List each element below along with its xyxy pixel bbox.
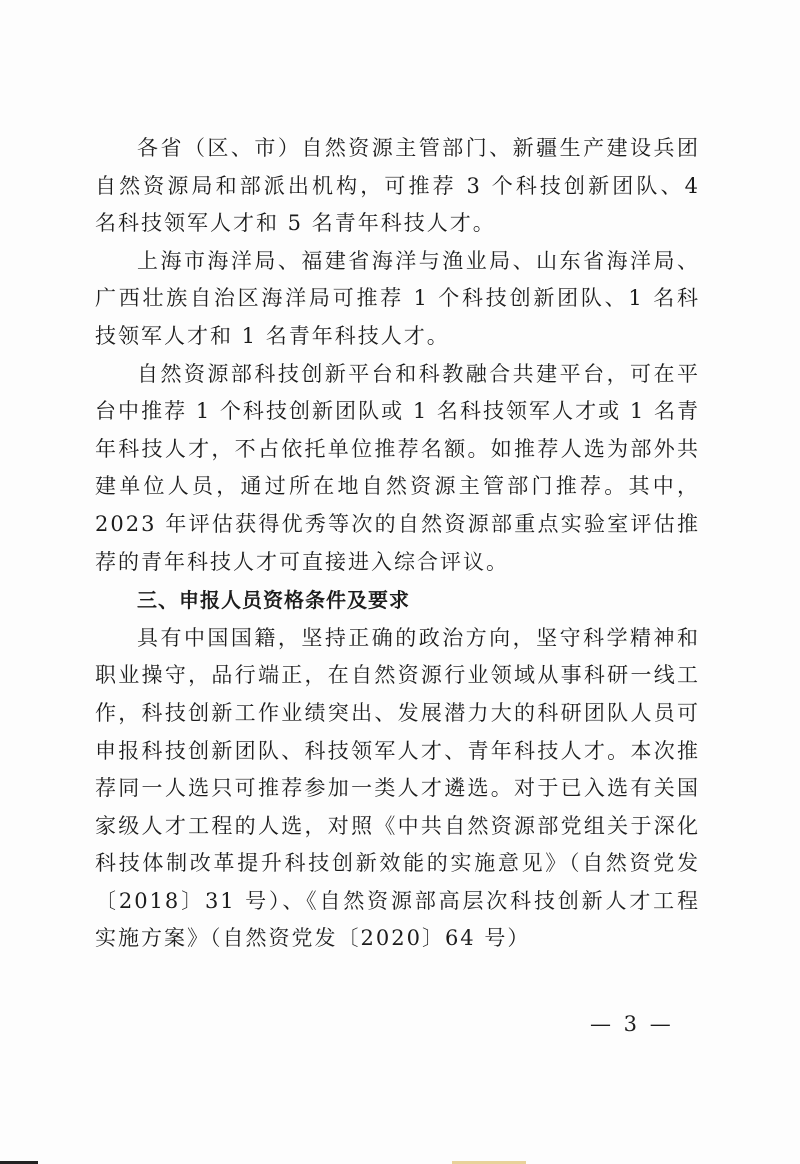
section-heading: 三、申报人员资格条件及要求 — [137, 588, 410, 613]
paragraph-ocean-bureaus: 上海市海洋局、福建省海洋与渔业局、山东省海洋局、广西壮族自治区海洋局可推荐 1 个科技创新团队、1 名科技领军人才和 1 名青年科技人才。 — [95, 248, 700, 348]
page-number: — 3 — — [590, 1012, 674, 1036]
paragraph-eligibility: 具有中国国籍，坚持正确的政治方向，坚守科学精神和职业操守，品行端正，在自然资源行业领域从事科研一线工作，科技创新工作业绩突出、发展潜力大的科研团队人员可申报科技创新团队、科技领军人才、青年科技人才。本次推荐同一人选只可推荐参加一类人才遴选。对于已入选有关国家级人才工程的人选，对照《中共自然资源部党组关于深化科技体制改革提升科技创新效能的实施意见》（自然资党发〔2018〕31 号）、《自然资源部高层次科技创新人才工程实施方案》（自然资党发〔2020〕64 号） — [95, 625, 700, 951]
paragraph-innovation-platforms: 自然资源部科技创新平台和科教融合共建平台，可在平台中推荐 1 个科技创新团队或 1 名科技领军人才或 1 名青年科技人才，不占依托单位推荐名额。如推荐人选为部外共建单位人员，通过所在地自然资源主管部门推荐。其中，2023 年评估获得优秀等次的自然资源部重点实验室评估推荐的青年科技人才可直接进入综合评议。 — [95, 361, 700, 574]
paragraph-recommendation-quota: 各省（区、市）自然资源主管部门、新疆生产建设兵团自然资源局和部派出机构，可推荐 3 个科技创新团队、4 名科技领军人才和 5 名青年科技人才。 — [95, 136, 700, 236]
document-body — [95, 130, 700, 958]
